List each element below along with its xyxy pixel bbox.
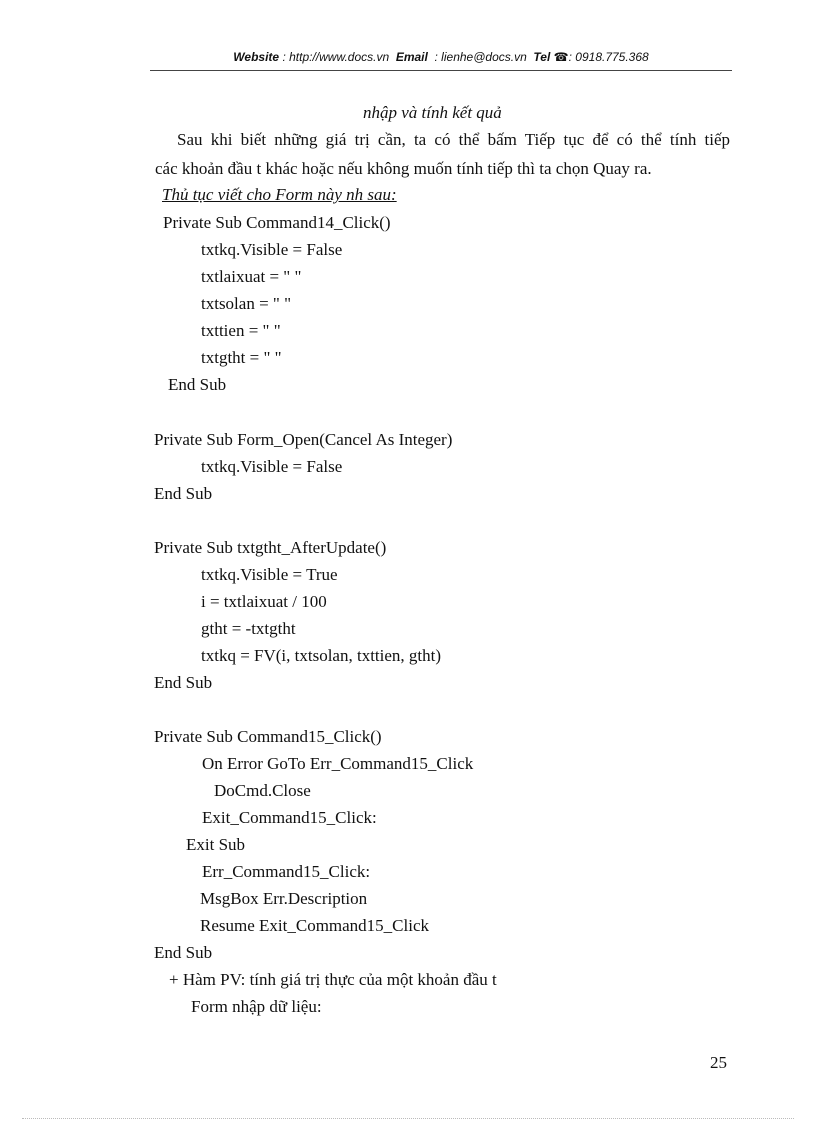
code-line: i = txtlaixuat / 100 <box>201 592 327 611</box>
bullet-line: + Hàm PV: tính giá trị thực của một khoản đầu t <box>169 970 497 989</box>
page-header <box>150 50 732 64</box>
code-line: txtkq = FV(i, txtsolan, txttien, gtht) <box>201 646 442 665</box>
code-line: End Sub <box>154 673 213 692</box>
email-value: : lienhe@docs.vn <box>434 50 527 64</box>
code-line: On Error GoTo Err_Command15_Click <box>202 754 474 773</box>
code-line: MsgBox Err.Description <box>200 889 368 908</box>
code-line: Exit_Command15_Click: <box>202 808 377 827</box>
bullet-subline: Form nhập dữ liệu: <box>191 997 322 1016</box>
code-line: Private Sub txtgtht_AfterUpdate() <box>154 538 387 557</box>
figure-caption: nhập và tính kết quả <box>363 103 502 122</box>
code-line: Err_Command15_Click: <box>202 862 371 881</box>
code-line: Private Sub Command14_Click() <box>163 213 391 232</box>
phone-icon: ☎ <box>553 50 569 64</box>
code-line: Exit Sub <box>186 835 246 854</box>
header-divider <box>150 70 732 71</box>
code-line: txtkq.Visible = False <box>201 457 343 476</box>
code-line: DoCmd.Close <box>214 781 311 800</box>
paragraph-line-2: các khoản đầu t khác hoặc nếu không muốn tính tiếp thì ta chọn Quay ra. <box>155 159 652 178</box>
code-line: txtkq.Visible = True <box>201 565 338 584</box>
tel-label: Tel <box>533 50 551 64</box>
code-line: gtht = -txtgtht <box>201 619 296 638</box>
website-value: : http://www.docs.vn <box>282 50 390 64</box>
code-line: End Sub <box>168 375 227 394</box>
footer-divider <box>22 1118 794 1119</box>
website-label: Website <box>233 50 280 64</box>
page-number: 25 <box>710 1053 727 1072</box>
code-line: Private Sub Command15_Click() <box>154 727 382 746</box>
code-line: txttien = " " <box>201 321 281 340</box>
code-line: End Sub <box>154 484 213 503</box>
code-line: Resume Exit_Command15_Click <box>200 916 430 935</box>
section-subheading: Thủ tục viết cho Form này nh sau: <box>162 185 397 204</box>
code-line: txtkq.Visible = False <box>201 240 343 259</box>
tel-value: : 0918.775.368 <box>568 50 649 64</box>
code-line: End Sub <box>154 943 213 962</box>
code-line: txtlaixuat = " " <box>201 267 302 286</box>
email-label: Email <box>395 50 428 64</box>
code-line: Private Sub Form_Open(Cancel As Integer) <box>154 430 453 449</box>
paragraph-line-1: Sau khi biết những giá trị cần, ta có thể bấm Tiếp tục để có thể tính tiếp <box>177 130 730 149</box>
code-line: txtgtht = " " <box>201 348 282 367</box>
code-line: txtsolan = " " <box>201 294 292 313</box>
